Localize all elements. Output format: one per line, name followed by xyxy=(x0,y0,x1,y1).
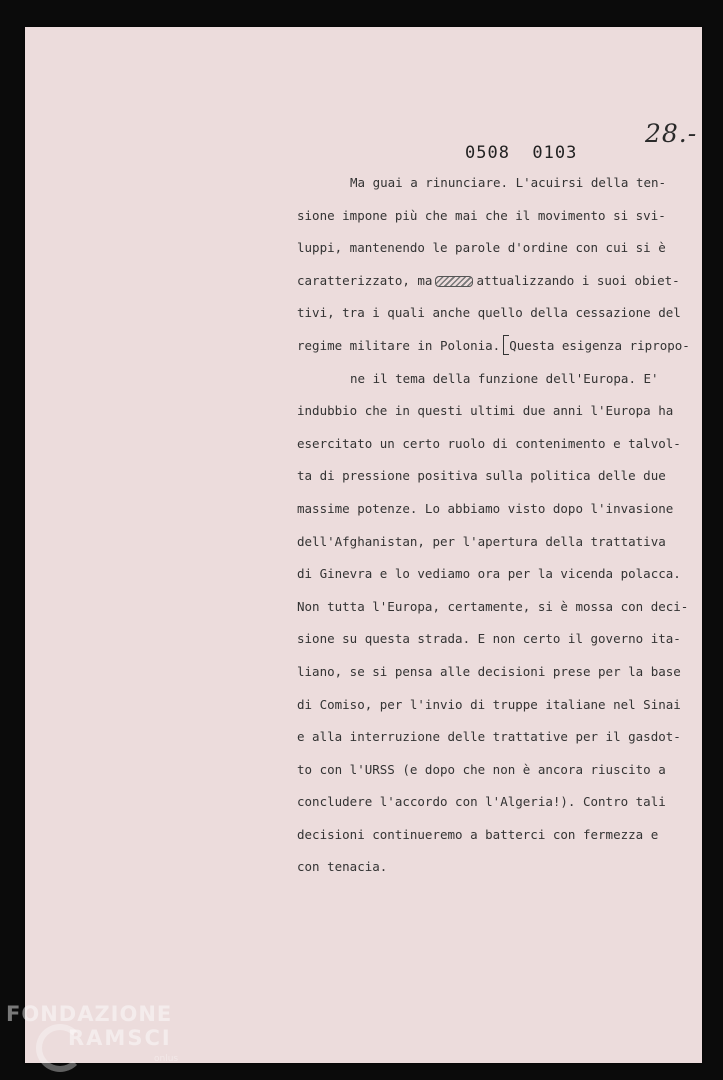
text-line: sione su questa strada. E non certo il governo ita- xyxy=(297,631,681,647)
watermark-small-text: onlus xyxy=(154,1054,179,1064)
text-line: ne il tema della funzione dell'Europa. E' xyxy=(350,370,659,386)
text-line: esercitato un certo ruolo di contenimento e talvol- xyxy=(297,435,681,451)
text-line: tivi, tra i quali anche quello della cessazione del xyxy=(297,305,681,321)
text-line: caratterizzato, ma attualizzando i suoi obiet- xyxy=(297,272,680,288)
handwritten-page-number: 28.- xyxy=(645,119,698,148)
fondazione-gramsci-watermark xyxy=(6,1002,179,1064)
text-line: e alla interruzione delle trattative per il gasdot- xyxy=(297,729,681,745)
text-line: decisioni continueremo a batterci con fermezza e xyxy=(297,826,659,842)
text-line: di Comiso, per l'invio di truppe italiane nel Sinai xyxy=(297,696,681,712)
text-line: sione impone più che mai che il movimento si svi- xyxy=(297,207,666,223)
text-line: indubbio che in questi ultimi due anni l'Europa ha xyxy=(297,403,674,419)
text-line: Ma guai a rinunciare. L'acuirsi della ten- xyxy=(350,175,667,190)
watermark-line-2: RAMSCI xyxy=(68,1026,172,1050)
body-text xyxy=(297,172,690,889)
text-line: di Ginevra e lo vediamo ora per la vicenda polacca. xyxy=(297,566,681,582)
watermark-line-1: FONDAZIONE xyxy=(6,1002,173,1026)
text-line: to con l'URSS (e dopo che non è ancora riuscito a xyxy=(297,761,666,777)
text-line: con tenacia. xyxy=(297,859,388,875)
text-line: luppi, mantenendo le parole d'ordine con cui si è xyxy=(297,240,666,256)
text-line: regime militare in Polonia. Questa esigenza ripropo- xyxy=(297,335,657,368)
text-line: concludere l'accordo con l'Algeria!). Contro tali xyxy=(297,794,666,810)
text-line: liano, se si pensa alle decisioni prese per la base xyxy=(297,663,681,679)
text-line: massime potenze. Lo abbiamo visto dopo l'invasione xyxy=(297,500,674,516)
text-line: ta di pressione positiva sulla politica delle due xyxy=(297,468,666,484)
archive-code: 0508 0103 xyxy=(465,143,578,163)
text-line: Non tutta l'Europa, certamente, si è mossa con deci- xyxy=(297,598,689,614)
text-line: dell'Afghanistan, per l'apertura della trattativa xyxy=(297,533,666,549)
struck-out-word xyxy=(435,276,473,287)
